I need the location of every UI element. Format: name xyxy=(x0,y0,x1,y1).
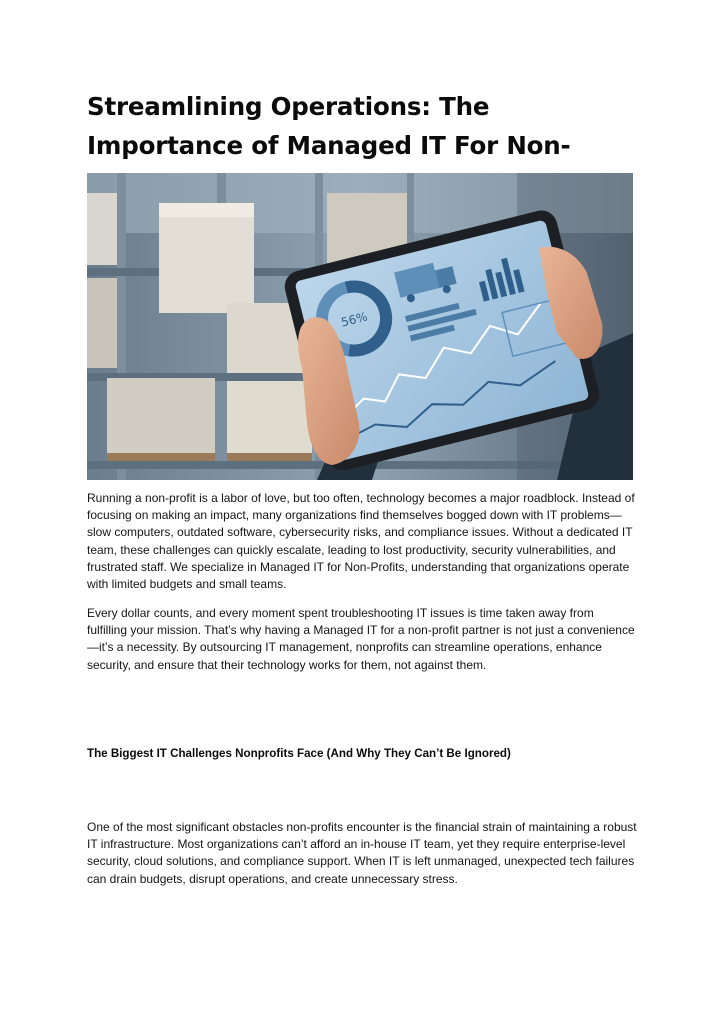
intro-paragraph: Running a non-profit is a labor of love, but too often, technology becomes a major roadblock. Instead of focusing on making an impact, many organizations find themselves bogged down with IT problems—slow computers, outdated software, cybersecurity risks, and compliance issues. Without a dedicated IT team, these challenges can quickly escalate, leading to lost productivity, security vulnerabilities, and frustrated staff. We specialize in Managed IT for Non-Profits, understanding that organizations operate with limited budgets and small teams. xyxy=(87,491,635,592)
article-title: Streamlining Operations: The Importance of Managed IT For Non- xyxy=(87,92,571,160)
hero-image xyxy=(87,173,633,480)
body-paragraph: One of the most significant obstacles non-profits encounter is the financial strain of maintaining a robust IT infrastructure. Most organizations can’t afford an in-house IT team, yet they require enterprise-level security, cloud solutions, and compliance support. When IT is left unmanaged, unexpected tech failures can drain budgets, disrupt operations, and create unnecessary stress. xyxy=(87,820,637,886)
section-heading: The Biggest IT Challenges Nonprofits Face (And Why They Can’t Be Ignored) xyxy=(87,747,511,760)
tablet-percent-label: 56% xyxy=(339,309,369,330)
body-paragraph: Every dollar counts, and every moment spent troubleshooting IT issues is time taken away from fulfilling your mission. That’s why having a Managed IT for a non-profit partner is not just a convenience—it’s a necessity. By outsourcing IT management, nonprofits can streamline operations, enhance security, and ensure that their technology works for them, not against them. xyxy=(87,606,635,672)
